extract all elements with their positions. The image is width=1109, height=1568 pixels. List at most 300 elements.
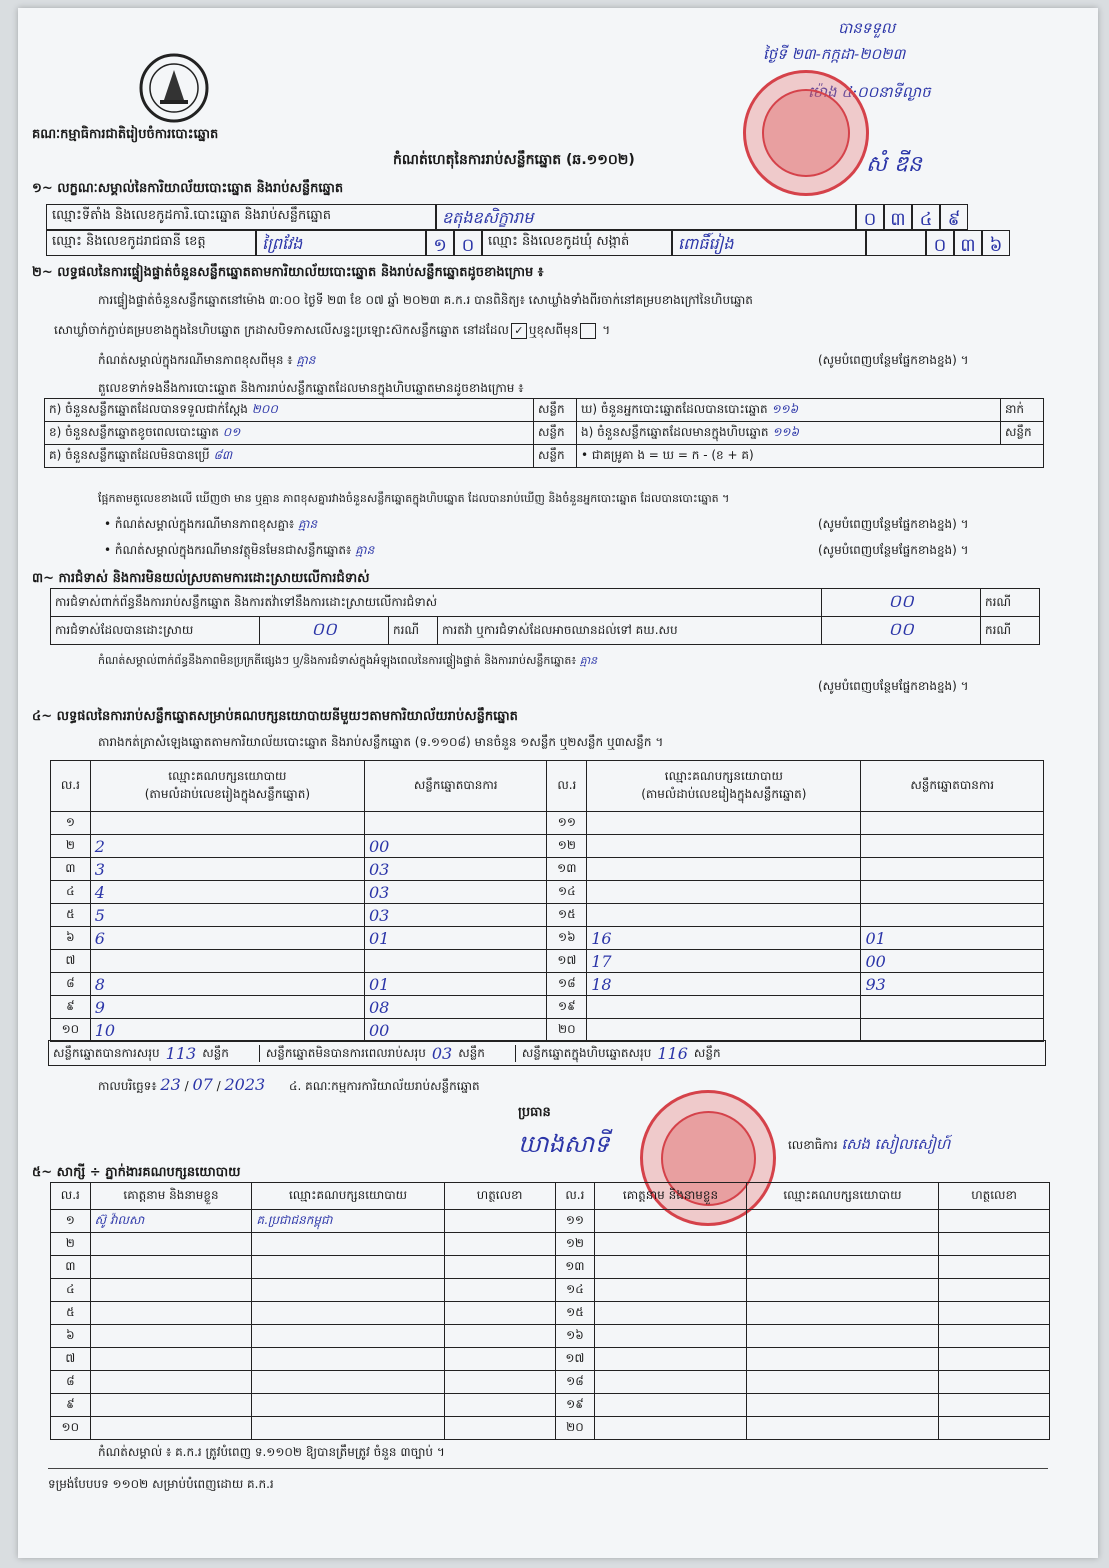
table-row: [51, 927, 1044, 950]
section4-subtitle: តារាងកត់ត្រាសំឡេងឆ្នោតតាមការិយាល័យបោះឆ្នោត និងរាប់សន្លឹកឆ្នោត (ទ.១១០៨) មានចំនួន ១សន្លឹក ឬ២សន្លឹក ឬ៣សន្លឹក ។: [98, 735, 664, 749]
total-invalid-value: 03: [431, 1043, 453, 1063]
party-name: [90, 812, 364, 835]
irregularity-label: កំណត់សម្គាល់ពាក់ព័ន្ធនឹងភាពមិនប្រក្រតីផ្សេងៗ ឬ/និងការជំទាស់ក្នុងអំឡុងពេលនៃការផ្ទៀងផ្ទាត់ និងការរាប់សន្លឹកឆ្នោត៖: [98, 654, 577, 667]
formula: • ជាគម្រូគា ង = ឃ = ក - (ខ + គ): [577, 445, 1044, 468]
witness-party: [746, 1302, 938, 1325]
chair-signature: ឃាងសាទី: [518, 1130, 610, 1158]
table-row: [51, 1302, 1050, 1325]
witness-party: [746, 1256, 938, 1279]
province-code-digit: ១: [426, 230, 454, 256]
different-checkbox[interactable]: [580, 323, 596, 339]
party-name: 2: [90, 835, 364, 858]
row-no: ១១: [547, 812, 587, 835]
row-no: ៤: [51, 1279, 91, 1302]
right-cell: [577, 399, 1001, 422]
witness-name: [595, 1417, 747, 1440]
row-label: ខ) ចំនួនសន្លឹកឆ្នោតខូចពេលបោះឆ្នោត: [49, 425, 219, 439]
col-no: ល.រ: [51, 761, 91, 812]
commune-label: ឈ្មោះ និងលេខកូដឃុំ សង្កាត់: [482, 230, 672, 256]
party-name: 6: [90, 927, 364, 950]
witness-party: គ.ប្រជាជនកម្ពុជា: [252, 1210, 444, 1233]
witness-name: [90, 1302, 252, 1325]
table-row: [51, 1394, 1050, 1417]
row-no: ១៨: [555, 1371, 595, 1394]
witness-name: [90, 1394, 252, 1417]
witness-party: [746, 1394, 938, 1417]
location-code-digit: ៣: [884, 204, 912, 230]
row-no: ២: [51, 1233, 91, 1256]
section2-para2: សោឃ្លាំចាក់ភ្ជាប់គម្របខាងក្នុងនៃហិបឆ្នោត ក្រដាសបិទភាសលើសន្ទះប្រឡោះស៊កសន្លឹកឆ្នោត នៅដដែល ✓ ឬខុសពីមុន ។: [54, 323, 611, 337]
table-row: [51, 996, 1044, 1019]
row-no: ១៥: [555, 1302, 595, 1325]
witness-party: [252, 1302, 444, 1325]
row-label: គ) ចំនួនសន្លឹកឆ្នោតដែលមិនបានប្រើ: [49, 448, 210, 462]
date-month: 07: [192, 1075, 213, 1094]
witness-party: [252, 1233, 444, 1256]
row-no: ១២: [555, 1233, 595, 1256]
col-votes: សន្លឹកឆ្នោតបានការ: [364, 761, 546, 812]
table-row: [51, 858, 1044, 881]
witness-signature: [444, 1302, 555, 1325]
totals-row: [48, 1040, 1046, 1066]
table-row: [51, 1233, 1050, 1256]
bullet2-label: • កំណត់សម្គាល់ក្នុងករណីមានវត្ថុមិនមែនជាសន្លឹកឆ្នោត៖: [104, 543, 352, 557]
col-party-sub: (តាមលំដាប់លេខរៀងក្នុងសន្លឹកឆ្នោត): [144, 787, 310, 801]
section2-note: [98, 352, 315, 369]
secretary-line: [788, 1136, 950, 1154]
party-name: 17: [587, 950, 861, 973]
table-row: [51, 812, 1044, 835]
unit: សន្លឹក: [202, 1045, 229, 1060]
fill-hint: (សូមបំពេញបន្ថែមផ្នែកខាងខ្នង) ។: [818, 517, 969, 531]
table-row: [51, 617, 1040, 645]
secretary-label: លេខាធិការ: [788, 1138, 838, 1152]
party-name: [587, 835, 861, 858]
row-no: ៣: [51, 1256, 91, 1279]
witness-name: [90, 1233, 252, 1256]
vote-count: [364, 812, 546, 835]
irregularity-note: [98, 652, 597, 669]
left-cell: [45, 445, 534, 468]
vote-count: [861, 812, 1044, 835]
witness-name: [90, 1279, 252, 1302]
party-name: 4: [90, 881, 364, 904]
receipt-date: ថ្ងៃទី ២៣-កក្កដា-២០២៣: [763, 45, 906, 63]
row-no: ១១: [555, 1210, 595, 1233]
vote-count: [861, 904, 1044, 927]
appeal-value: ០០: [822, 617, 981, 645]
party-name: [587, 881, 861, 904]
witness-signature: [939, 1302, 1050, 1325]
vote-count: [861, 858, 1044, 881]
table-header: [51, 761, 1044, 812]
row-no: ១៤: [547, 881, 587, 904]
party-name: [90, 950, 364, 973]
objection-table: [50, 588, 1040, 645]
witness-party: [252, 1394, 444, 1417]
row-value: ១១៦: [771, 402, 799, 416]
witness-signature: [939, 1233, 1050, 1256]
province-label: ឈ្មោះ និងលេខកូដរាជធានី ខេត្ត: [46, 230, 256, 256]
col-votes: សន្លឹកឆ្នោតបានការ: [861, 761, 1044, 812]
witness-party: [746, 1325, 938, 1348]
row-no: ១០: [51, 1417, 91, 1440]
row-label: ក) ចំនួនសន្លឹកឆ្នោតដែលបានទទួលជាក់ស្តែង: [49, 402, 248, 416]
table-row: [51, 904, 1044, 927]
row-no: ១០: [51, 1019, 91, 1042]
witness-name: [595, 1279, 747, 1302]
left-cell: [45, 422, 534, 445]
col-sign: ហត្ថលេខា: [444, 1183, 555, 1210]
location-value: ឧតុងឧសិក្ខារាម: [436, 204, 856, 230]
national-emblem-icon: [138, 52, 210, 124]
total-invalid-label: សន្លឹកឆ្នោតមិនបានការពេលរាប់សរុប: [259, 1045, 426, 1062]
table-row: [51, 835, 1044, 858]
footnote: កំណត់សម្គាល់ ៖ គ.ក.រ ត្រូវបំពេញ ទ.១១០២ ឱ្យបានត្រឹមត្រូវ ចំនួន ៣ច្បាប់ ។: [98, 1445, 445, 1459]
witness-party: [746, 1233, 938, 1256]
date-label: កាលបរិច្ឆេទ៖: [98, 1079, 157, 1093]
row-unit: សន្លឹក: [1001, 422, 1044, 445]
row-unit: សន្លឹក: [534, 422, 577, 445]
section5-title: ៥~ សាក្សី ÷ ភ្នាក់ងារគណបក្សនយោបាយ: [32, 1165, 241, 1180]
row-no: ៥: [51, 1302, 91, 1325]
witness-signature: [444, 1325, 555, 1348]
party-name: 8: [90, 973, 364, 996]
section1-title: ១~ លក្ខណៈសម្គាល់នៃការិយាល័យបោះឆ្នោត និងរាប់សន្លឹកឆ្នោត: [32, 181, 344, 196]
row-label: ឃ) ចំនួនអ្នកបោះឆ្នោតដែលបានបោះឆ្នោត: [581, 402, 768, 416]
bullet1-value: គ្មាន: [298, 517, 318, 531]
row-no: ១: [51, 812, 91, 835]
vote-count: [861, 1019, 1044, 1042]
row-no: ១៦: [547, 927, 587, 950]
witness-signature: [939, 1279, 1050, 1302]
receipt-label: បានទទួល: [838, 19, 896, 37]
col-party: ឈ្មោះគណបក្សនយោបាយ: [746, 1183, 938, 1210]
commune-code-digit: ០: [926, 230, 954, 256]
witness-signature: [939, 1256, 1050, 1279]
row-no: ២០: [555, 1417, 595, 1440]
table-row: [45, 422, 1044, 445]
committee-name: គណៈកម្មាធិការជាតិរៀបចំការបោះឆ្នោត: [32, 127, 219, 142]
vote-count-table: [44, 398, 1044, 468]
province-code-digit: ០: [454, 230, 482, 256]
witness-name: [90, 1371, 252, 1394]
row-no: ១៨: [547, 973, 587, 996]
bullet1-label: • កំណត់សម្គាល់ក្នុងករណីមានភាពខុសគ្នា៖: [104, 517, 295, 531]
vote-count: 93: [861, 973, 1044, 996]
unit: ករណី: [389, 617, 438, 645]
witness-signature: [444, 1256, 555, 1279]
form-title: កំណត់ហេតុនៃការរាប់សន្លឹកឆ្នោត (ឆ.១១០២): [393, 152, 635, 168]
row-value: ១១៦: [772, 425, 799, 439]
witness-name: [595, 1233, 747, 1256]
unit: សន្លឹក: [693, 1045, 721, 1060]
section1-row2: [46, 230, 1010, 256]
row-no: ៨: [51, 1371, 91, 1394]
witness-name: [595, 1325, 747, 1348]
results-body: [51, 812, 1044, 1042]
witness-party: [252, 1417, 444, 1440]
table-row: [51, 1417, 1050, 1440]
row-no: ១៣: [555, 1256, 595, 1279]
party-name: [587, 812, 861, 835]
objection-label: ការជំទាស់ពាក់ព័ន្ធនឹងការរាប់សន្លឹកឆ្នោត និងការតវ៉ាទៅនឹងការដោះស្រាយលើការជំទាស់: [51, 589, 822, 617]
location-code-digit: ៩: [940, 204, 968, 230]
row-no: ៩: [51, 1394, 91, 1417]
total-valid-label: សន្លឹកឆ្នោតបានការសរុប: [53, 1045, 160, 1060]
witness-name: ស៊ូ វ៉ាលសា: [90, 1210, 252, 1233]
row-no: ១៤: [555, 1279, 595, 1302]
row-no: ១២: [547, 835, 587, 858]
vote-count: 03: [364, 881, 546, 904]
unit: ករណី: [981, 589, 1040, 617]
party-name: 3: [90, 858, 364, 881]
resolved-label: ការជំទាស់ដែលបានដោះស្រាយ: [51, 617, 260, 645]
row-no: ៦: [51, 1325, 91, 1348]
party-name: [587, 1019, 861, 1042]
unit: ករណី: [981, 617, 1040, 645]
section4-title: ៤~ លទ្ធផលនៃការរាប់សន្លឹកឆ្នោតសម្រាប់គណបក្សនយោបាយនីមួយៗតាមការិយាល័យរាប់សន្លឹកឆ្នោត: [32, 709, 518, 724]
col-name: គោត្តនាម និងនាមខ្លួន: [90, 1183, 252, 1210]
witness-party: [746, 1417, 938, 1440]
party-name: 5: [90, 904, 364, 927]
unit: សន្លឹក: [458, 1045, 485, 1060]
location-code-digit: ០: [856, 204, 884, 230]
vote-count: [861, 996, 1044, 1019]
witness-party: [252, 1279, 444, 1302]
witness-name: [595, 1394, 747, 1417]
fill-hint: (សូមបំពេញបន្ថែមផ្នែកខាងខ្នង) ។: [818, 543, 969, 557]
row-unit: នាក់: [1001, 399, 1044, 422]
total-box-value: 116: [657, 1043, 688, 1063]
row-label: ង) ចំនួនសន្លឹកឆ្នោតដែលមានក្នុងហិបឆ្នោត: [581, 425, 769, 439]
row-no: ៨: [51, 973, 91, 996]
section1-row1: [46, 204, 968, 230]
witness-signature: [444, 1210, 555, 1233]
fill-hint: (សូមបំពេញបន្ថែមផ្នែកខាងខ្នង) ។: [818, 679, 969, 693]
commune-code-digit: ៦: [982, 230, 1010, 256]
col-no: ល.រ: [51, 1183, 91, 1210]
row-no: ៧: [51, 950, 91, 973]
note-value: គ្មាន: [296, 353, 316, 367]
witness-signature: [444, 1279, 555, 1302]
table-row: [51, 973, 1044, 996]
witness-signature: [939, 1394, 1050, 1417]
para2-text-b: ឬខុសពីមុន: [528, 323, 579, 337]
row-value: ០១: [222, 425, 241, 439]
row-value: ២០០: [251, 402, 278, 416]
commune-value: ពោធិ៍រៀង: [672, 230, 866, 256]
row-no: ១៧: [547, 950, 587, 973]
table-row: [51, 1325, 1050, 1348]
note-label: កំណត់សម្គាល់ក្នុងករណីមានភាពខុសពីមុន ៖: [98, 353, 293, 367]
col-no: ល.រ: [555, 1183, 595, 1210]
receiver-name: សំ ឌីន: [866, 152, 922, 177]
col-party-sub: (តាមលំដាប់លេខរៀងក្នុងសន្លឹកឆ្នោត): [641, 787, 807, 801]
para2-text: សោឃ្លាំចាក់ភ្ជាប់គម្របខាងក្នុងនៃហិបឆ្នោត ក្រដាសបិទភាសលើសន្ទះប្រឡោះស៊កសន្លឹកឆ្នោត នៅដដែល: [54, 323, 509, 337]
witness-signature: [939, 1210, 1050, 1233]
row-unit: សន្លឹក: [534, 445, 577, 468]
table-row: [51, 1019, 1044, 1042]
table-row: [51, 589, 1040, 617]
vote-count: 01: [861, 927, 1044, 950]
vote-count: 03: [364, 904, 546, 927]
col-sign: ហត្ថលេខា: [939, 1183, 1050, 1210]
date-day: 23: [160, 1075, 181, 1094]
vote-count: 01: [364, 927, 546, 950]
irregularity-value: គ្មាន: [579, 654, 598, 667]
table-row: [51, 1256, 1050, 1279]
resolved-value: ០០: [260, 617, 389, 645]
form-page: [18, 8, 1098, 1558]
objection-value: ០០: [822, 589, 981, 617]
witness-party: [746, 1210, 938, 1233]
witness-table: [50, 1182, 1050, 1440]
witness-body: [51, 1210, 1050, 1440]
table-row: [51, 1371, 1050, 1394]
receipt-time: ម៉ោង ៤:០០នាទីល្ងាច: [808, 83, 931, 101]
location-code-digit: ៤: [912, 204, 940, 230]
row-no: ២: [51, 835, 91, 858]
party-name: 16: [587, 927, 861, 950]
witness-signature: [939, 1417, 1050, 1440]
witness-signature: [444, 1394, 555, 1417]
witness-name: [90, 1325, 252, 1348]
row-no: ៥: [51, 904, 91, 927]
total-valid-value: 113: [165, 1043, 197, 1063]
table-row: [51, 881, 1044, 904]
row-no: ១៥: [547, 904, 587, 927]
left-cell: [45, 399, 534, 422]
vote-count: [364, 950, 546, 973]
section3-title: ៣~ ការជំទាស់ និងការមិនយល់ស្របតាមការដោះស្រាយលើការជំទាស់: [32, 571, 370, 586]
row-value: ៨៣: [213, 448, 233, 462]
witness-name: [595, 1371, 747, 1394]
witness-party: [252, 1256, 444, 1279]
row-no: ៤: [51, 881, 91, 904]
party-name: 10: [90, 1019, 364, 1042]
row-no: ១៩: [555, 1394, 595, 1417]
vote-count: [861, 835, 1044, 858]
col-name: គោត្តនាម និងនាមខ្លួន: [595, 1183, 747, 1210]
witness-signature: [444, 1417, 555, 1440]
row-no: ២០: [547, 1019, 587, 1042]
province-value: ព្រៃវែង: [256, 230, 426, 256]
witness-name: [90, 1417, 252, 1440]
col-party: [587, 761, 861, 812]
col-party-label: ឈ្មោះគណបក្សនយោបាយ: [664, 769, 783, 783]
row-no: ១: [51, 1210, 91, 1233]
bullet2: [104, 542, 374, 559]
row-no: ១៩: [547, 996, 587, 1019]
witness-name: [595, 1256, 747, 1279]
table-header: [51, 1183, 1050, 1210]
table-row: [51, 950, 1044, 973]
witness-signature: [444, 1233, 555, 1256]
fill-hint: (សូមបំពេញបន្ថែមផ្នែកខាងខ្នង) ។: [818, 353, 969, 367]
witness-name: [90, 1256, 252, 1279]
party-name: [587, 858, 861, 881]
chair-label: ប្រធាន: [518, 1105, 551, 1120]
row-unit: សន្លឹក: [534, 399, 577, 422]
witness-signature: [939, 1371, 1050, 1394]
witness-name: [595, 1348, 747, 1371]
witness-signature: [444, 1348, 555, 1371]
row-no: ៦: [51, 927, 91, 950]
footer-divider: [48, 1468, 1048, 1469]
witness-party: [252, 1348, 444, 1371]
witness-name: [595, 1210, 747, 1233]
form-footer: ទម្រង់បែបបទ ១១០២ សម្រាប់បំពេញដោយ គ.ក.រ: [48, 1477, 274, 1491]
row-no: ១៦: [555, 1325, 595, 1348]
row-no: ៩: [51, 996, 91, 1019]
committee-label: ៤. គណៈកម្មការការិយាល័យរាប់សន្លឹកឆ្នោត: [289, 1079, 480, 1093]
col-no: ល.រ: [547, 761, 587, 812]
discrepancy-line: ផ្អែកតាមតួលេខខាងលើ ឃើញថា មាន ឬគ្មាន ភាពខុសគ្នារវាងចំនួនសន្លឹកឆ្នោតក្នុងហិបឆ្នោត ដែលបានរាប់ឃើញ និងចំនួនអ្នកបោះឆ្នោត ដែលបានបោះឆ្នោត ។: [98, 492, 730, 505]
bullet2-value: គ្មាន: [355, 543, 375, 557]
row-no: ១៧: [555, 1348, 595, 1371]
official-stamp-top: [743, 70, 869, 196]
witness-signature: [939, 1348, 1050, 1371]
col-party-label: ឈ្មោះគណបក្សនយោបាយ: [168, 769, 287, 783]
party-name: 9: [90, 996, 364, 1019]
vote-count: 03: [364, 858, 546, 881]
witness-party: [746, 1348, 938, 1371]
vote-count: 08: [364, 996, 546, 1019]
commune-code-digit: ៣: [954, 230, 982, 256]
witness-party: [252, 1371, 444, 1394]
party-results-table: [50, 760, 1044, 1042]
date-line: កាលបរិច្ឆេទ៖ 23 / 07 / 2023 ៤. គណៈកម្មការការិយាល័យរាប់សន្លឹកឆ្នោត: [98, 1075, 480, 1094]
location-label: ឈ្មោះទីតាំង និងលេខកូដការិ.បោះឆ្នោត និងរាប់សន្លឹកឆ្នោត: [46, 204, 436, 230]
witness-name: [90, 1348, 252, 1371]
vote-count: 00: [861, 950, 1044, 973]
witness-party: [252, 1325, 444, 1348]
party-name: [587, 996, 861, 1019]
row-no: ១៣: [547, 858, 587, 881]
vote-count: [861, 881, 1044, 904]
witness-party: [746, 1279, 938, 1302]
col-party: ឈ្មោះគណបក្សនយោបាយ: [252, 1183, 444, 1210]
section2-intro: តួលេខទាក់ទងនឹងការបោះឆ្នោត និងការរាប់សន្លឹកឆ្នោតដែលមានក្នុងហិបឆ្នោតមានដូចខាងក្រោម ៖: [98, 381, 524, 395]
secretary-signature: សេង សៀលសៀហ៍: [841, 1135, 951, 1153]
same-checkbox[interactable]: ✓: [511, 323, 527, 339]
witness-party: [746, 1371, 938, 1394]
row-no: ៧: [51, 1348, 91, 1371]
party-name: [587, 904, 861, 927]
table-row: [45, 445, 1044, 468]
table-row: [51, 1348, 1050, 1371]
commune-spacer: [866, 230, 926, 256]
table-row: [51, 1210, 1050, 1233]
bullet1: [104, 516, 317, 533]
section2-para1: ការផ្ទៀងផ្ទាត់ចំនួនសន្លឹកឆ្នោតនៅម៉ោង ៣:០០ ថ្ងៃទី ២៣ ខែ ០៧ ឆ្នាំ ២០២៣ គ.ក.រ បានពិនិត្យ៖ សោឃ្លាំងទាំងពីរចាក់នៅគម្របខាងក្រៅនៃហិបឆ្នោត: [98, 293, 753, 307]
total-box-label: សន្លឹកឆ្នោតក្នុងហិបឆ្នោតសរុប: [515, 1045, 652, 1062]
party-name: 18: [587, 973, 861, 996]
table-row: [51, 1279, 1050, 1302]
vote-count: 01: [364, 973, 546, 996]
witness-name: [595, 1302, 747, 1325]
date-year: 2023: [224, 1075, 266, 1094]
col-party: [90, 761, 364, 812]
right-cell: [577, 422, 1001, 445]
vote-count: 00: [364, 1019, 546, 1042]
witness-signature: [939, 1325, 1050, 1348]
witness-signature: [444, 1371, 555, 1394]
section2-title: ២~ លទ្ធផលនៃការផ្ទៀងផ្ទាត់ចំនួនសន្លឹកឆ្នោតតាមការិយាល័យបោះឆ្នោត និងរាប់សន្លឹកឆ្នោតដូចខាងក្រោម ៖: [32, 265, 544, 280]
row-no: ៣: [51, 858, 91, 881]
vote-count: 00: [364, 835, 546, 858]
